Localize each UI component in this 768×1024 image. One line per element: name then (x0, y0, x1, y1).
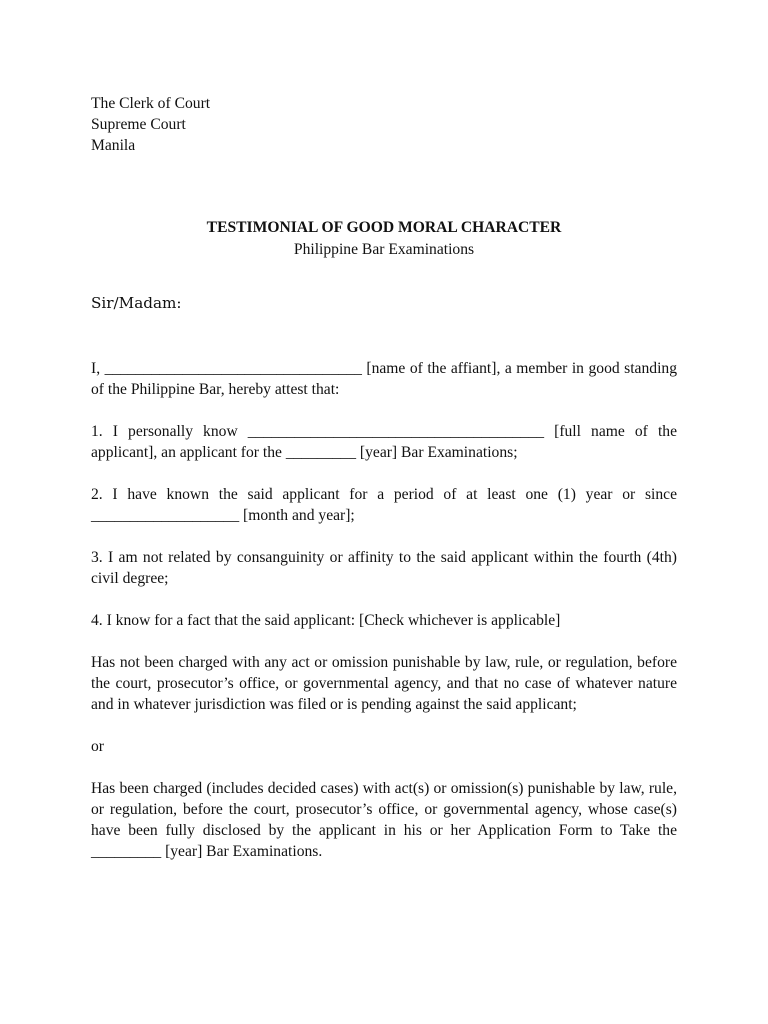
attestation-item-2: 2. I have known the said applicant for a period of at least one (1) year or since ___________________ [month and year]; (91, 486, 677, 524)
attestation-item-1: 1. I personally know ______________________________________ [full name of the applicant], an applicant for the _________ [year] Bar Examinations; (91, 423, 677, 461)
salutation: Sir/Madam: (91, 294, 182, 312)
attestation-item-4: 4. I know for a fact that the said applicant: [Check whichever is applicable] (91, 612, 561, 629)
address-line-court: Supreme Court (91, 116, 186, 133)
recipient-address (91, 93, 677, 156)
option-not-charged: Has not been charged with any act or omission punishable by law, rule, or regulation, before the court, prosecutor’s office, or governmental agency, and that no case of whatever nature and in whatever jurisdiction was filed or is pending against the said applicant; (91, 654, 677, 713)
document-subtitle: Philippine Bar Examinations (293, 241, 475, 258)
or-separator: or (91, 738, 104, 755)
document-title: TESTIMONIAL OF GOOD MORAL CHARACTER (206, 219, 562, 236)
address-line-clerk: The Clerk of Court (91, 95, 211, 112)
document-heading (91, 217, 677, 261)
option-charged: Has been charged (includes decided cases) with act(s) or omission(s) punishable by law, rule, or regulation, before the court, prosecutor’s office, or governmental agency, whose case(s) have been fully disclosed by the applicant in his or her Application Form to Take the _________ [year] Bar Examinations. (91, 780, 677, 860)
address-line-city: Manila (91, 137, 136, 154)
intro-paragraph: I, _________________________________ [name of the affiant], a member in good standing of the Philippine Bar, hereby attest that: (91, 360, 677, 398)
attestation-item-3: 3. I am not related by consanguinity or affinity to the said applicant within the fourth (4th) civil degree; (91, 549, 677, 587)
